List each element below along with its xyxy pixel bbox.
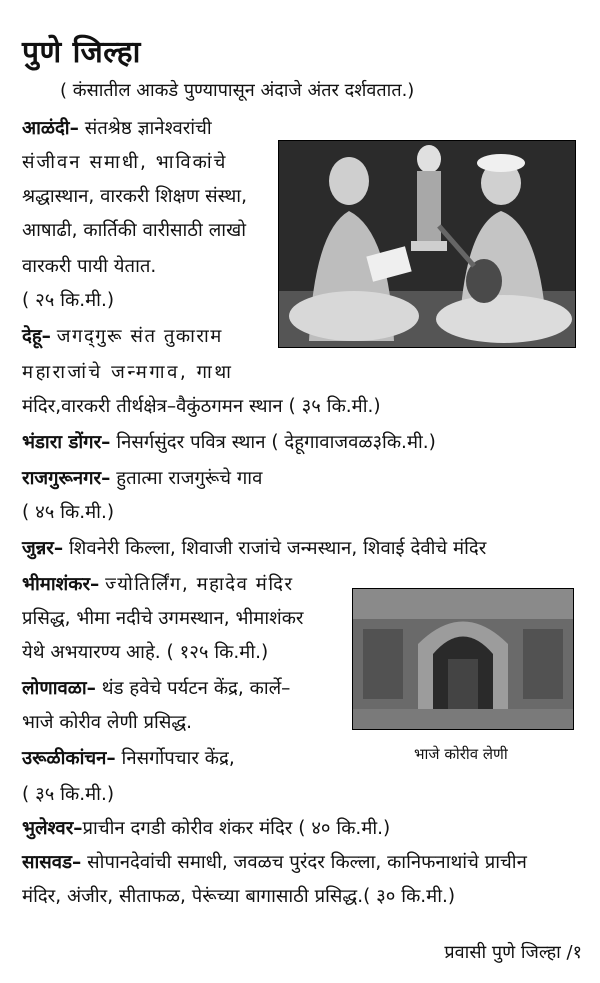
dehu-line-1: [22, 326, 223, 348]
dehu-line-3: मंदिर,वारकरी तीर्थक्षेत्र–वैकुंठगमन स्थान ( ३५ कि.मी.): [22, 396, 381, 417]
uruli-name: उरूळीकांचन–: [22, 748, 116, 769]
bhimashankar-line-1: [22, 574, 294, 596]
alandi-line-4: आषाढी, कार्तिकी वारीसाठी लाखो: [22, 220, 246, 241]
saswad-line-1: [22, 852, 527, 874]
bhuleshwar-name: भुलेश्वर–: [22, 818, 83, 839]
dehu-text-1: जगद्‌गुरू संत तुकाराम: [56, 326, 223, 347]
saints-photo: [278, 140, 576, 348]
bhimashankar-name: भीमाशंकर–: [22, 574, 100, 595]
alandi-line-2: संजीवन समाधी, भाविकांचे: [22, 152, 228, 173]
alandi-name: आळंदी–: [22, 118, 79, 139]
subtitle: ( कंसातील आकडे पुण्यापासून अंदाजे अंतर दर्शवतात.): [60, 80, 415, 101]
caves-photo: [352, 588, 574, 730]
bhandara-line: [22, 432, 436, 454]
uruli-distance: ( ३५ कि.मी.): [22, 784, 115, 805]
junnar-line: [22, 538, 486, 560]
uruli-line: [22, 748, 235, 770]
page-footer: प्रवासी पुणे जिल्हा /१: [444, 942, 582, 963]
saswad-line-2: मंदिर, अंजीर, सीताफळ, पेरूंच्या बागासाठी प्रसिद्ध.( ३० कि.मी.): [22, 886, 456, 907]
bhimashankar-text-1: ज्योतिर्लिंग, महादेव मंदिर: [105, 574, 294, 595]
caves-illustration: [353, 589, 573, 729]
rajgurunagar-text: हुतात्मा राजगुरूंचे गाव: [116, 468, 263, 489]
lonavala-name: लोणावळा–: [22, 678, 96, 699]
bhimashankar-line-2: प्रसिद्ध, भीमा नदीचे उगमस्थान, भीमाशंकर: [22, 608, 304, 629]
bhandara-name: भंडारा डोंगर–: [22, 432, 111, 453]
saswad-text-1: सोपानदेवांची समाधी, जवळच पुरंदर किल्ला, कानिफनाथांचे प्राचीन: [87, 852, 527, 873]
bhandara-text: निसर्गसुंदर पवित्र स्थान ( देहूगावाजवळ३कि.मी.): [116, 432, 436, 453]
junnar-text: शिवनेरी किल्ला, शिवाजी राजांचे जन्मस्थान, शिवाई देवीचे मंदिर: [68, 538, 487, 559]
alandi-distance: ( २५ कि.मी.): [22, 290, 115, 311]
rajgurunagar-distance: ( ४५ कि.मी.): [22, 502, 115, 523]
saswad-name: सासवड–: [22, 852, 82, 873]
alandi-line-5: वारकरी पायी येतात.: [22, 256, 157, 277]
alandi-line-3: श्रद्धास्थान, वारकरी शिक्षण संस्था,: [22, 186, 247, 207]
page-title: पुणे जिल्हा: [22, 35, 141, 70]
lonavala-text-1: थंड हवेचे पर्यटन केंद्र, कार्ले–: [101, 678, 291, 699]
bhuleshwar-text: प्राचीन दगडी कोरीव शंकर मंदिर ( ४० कि.मी.): [82, 818, 391, 839]
bhimashankar-line-3: येथे अभयारण्य आहे. ( १२५ कि.मी.): [22, 642, 269, 663]
dehu-name: देहू–: [22, 326, 51, 347]
lonavala-line-1: [22, 678, 290, 700]
rajgurunagar-line: [22, 468, 262, 490]
lonavala-line-2: भाजे कोरीव लेणी प्रसिद्ध.: [22, 712, 193, 733]
caves-caption: भाजे कोरीव लेणी: [414, 745, 508, 763]
alandi-line-1: [22, 118, 212, 140]
junnar-name: जुन्नर–: [22, 538, 64, 559]
uruli-text: निसर्गोपचार केंद्र,: [121, 748, 235, 769]
alandi-text-1: संतश्रेष्ठ ज्ञानेश्वरांची: [84, 118, 212, 139]
saints-illustration: [279, 141, 575, 347]
bhuleshwar-line: [22, 818, 390, 840]
rajgurunagar-name: राजगुरूनगर–: [22, 468, 111, 489]
dehu-line-2: महाराजांचे जन्मगाव, गाथा: [22, 362, 234, 383]
